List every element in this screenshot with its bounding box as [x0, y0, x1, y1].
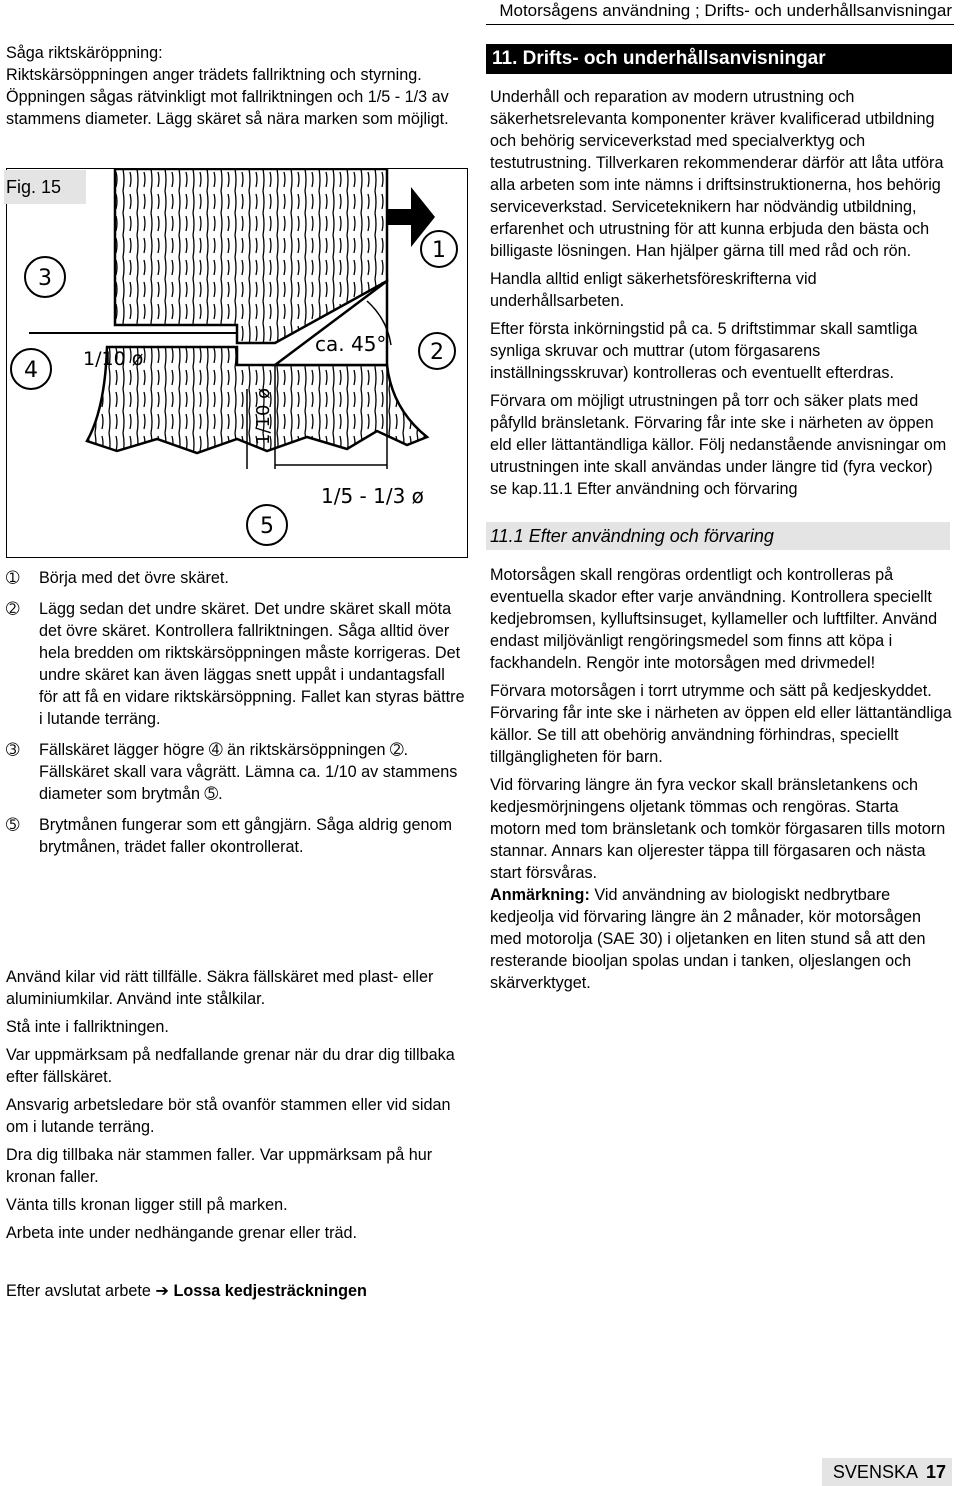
callout-1	[421, 231, 457, 267]
body-paragraph: Motorsågen skall rengöras ordentligt och kontrolleras på eventuella skador efter varje användning. Kontrollera speciellt kedjebromsen, kylluftsinsuget, kyllameller och luftfilter. Använd endast miljövänligt rengöringsmedel som finns att köpa i fackhandeln. Rengör inte motorsågen med drivmedel!	[490, 566, 938, 672]
note-emphasis: Lossa kedjesträckningen	[173, 1282, 367, 1300]
rule-paragraph: Vänta tills kronan ligger still på marken.	[6, 1196, 288, 1214]
body-paragraph: Vid förvaring längre än fyra veckor skall bränsletankens och kedjesmörjningens oljetank tömmas och rengöras. Starta motorn med tom bränsletank och tomkör förgasaren tills motorn stannar. Annars kan oljerester täppa till förgasaren och nästa start försvåras.	[490, 776, 946, 882]
running-header: Motorsågens användning ; Drifts- och underhållsanvisningar	[499, 1, 952, 20]
tenth-vertical-label: 1/10 ø	[253, 387, 274, 445]
svg-text:5: 5	[260, 514, 274, 539]
step-item	[6, 814, 468, 858]
arrow-icon: ➔	[155, 1281, 169, 1300]
rule-paragraph: Använd kilar vid rätt tillfälle. Säkra fällskäret med plast- eller aluminiumkilar. Använd inte stålkilar.	[6, 968, 434, 1008]
chapter-heading: 11. Drifts- och underhållsanvisningar	[486, 44, 952, 74]
svg-text:2: 2	[430, 340, 444, 365]
note-label: Anmärkning:	[490, 886, 590, 904]
body-paragraph: Underhåll och reparation av modern utrustning och säkerhetsrelevanta komponenter kräver kvalificerad utbildning och behörig serviceverkstad med specialverktyg och testutrustning. Tillverkaren rekommenderar därför att låta utföra alla arbeten som inte nämns i driftsinstruktionerna, hos behörig serviceverkstad. Serviceteknikern har nödvändig utbildning, erfarenhet och utrustning för att kunna erbjuda den bästa och billigaste lösningen. Han hjälper gärna till med råd och rön.	[490, 88, 944, 260]
fraction-label: 1/5 - 1/3 ø	[321, 484, 424, 508]
svg-text:3: 3	[38, 266, 52, 291]
body-paragraph: Handla alltid enligt säkerhetsföreskrifterna vid underhållsarbeten.	[490, 270, 817, 310]
page-footer	[822, 1458, 952, 1486]
callout-2	[419, 333, 455, 369]
body-paragraph: Förvara om möjligt utrustningen på torr och säker plats med påfylld bränsletank. Förvaring får inte ske i närheten av öppen eld eller lättantändliga källor. Följ nedanstående anvisningar om utrustningen inte skall användas under längre tid (fyra veckor) se kap.11.1 Efter användning och förvaring	[490, 392, 947, 498]
callout-3	[25, 257, 65, 297]
step-number: ➁	[6, 599, 20, 618]
rule-paragraph: Var uppmärksam på nedfallande grenar när du drar dig tillbaka efter fällskäret.	[6, 1046, 455, 1086]
rule-paragraph: Arbeta inte under nedhängande grenar eller träd.	[6, 1224, 357, 1242]
step-number: ➄	[6, 815, 20, 834]
step-number: ➀	[6, 568, 20, 587]
step-item	[6, 739, 468, 805]
note-text: Vid användning av biologiskt nedbrytbare kedjeolja vid förvaring längre än 2 månader, kör motorsågen med motorolja (SAE 30) i oljetanken en liten stund så att den resterande biooljan spolas undan i tanken, oljeslangen och skärverktyget.	[490, 886, 926, 992]
angle-label: ca. 45°	[315, 332, 387, 356]
tenth-horizontal-label: 1/10 ø	[83, 348, 144, 370]
step-item	[6, 567, 468, 589]
step-item	[6, 598, 468, 730]
right-column	[490, 44, 952, 1000]
step-number: ➂	[6, 740, 20, 759]
svg-text:1: 1	[432, 238, 446, 263]
felling-cut-figure	[6, 168, 468, 558]
rule-paragraph: Stå inte i fallriktningen.	[6, 1018, 169, 1036]
step-text: Lägg sedan det undre skäret. Det undre skäret skall möta det övre skäret. Kontrollera fallriktningen. Såga alltid över hela bredden om riktskärsöppningen måste korrigeras. Det undre skäret kan även läggas snett uppåt i undantagsfall för att få en vidare riktskärsöppning. Fallet kan styras bättre i lutande terräng.	[39, 600, 465, 728]
language-label: SVENSKA	[832, 1462, 918, 1482]
safety-rules	[6, 966, 468, 1250]
figure-label: Fig. 15	[4, 170, 86, 204]
note-prefix: Efter avslutat arbete	[6, 1282, 156, 1300]
rule-paragraph: Ansvarig arbetsledare bör stå ovanför stammen eller vid sidan om i lutande terräng.	[6, 1096, 451, 1136]
callout-4	[11, 349, 51, 389]
tree-cut-diagram	[7, 169, 467, 557]
subsection-heading: 11.1 Efter användning och förvaring	[486, 522, 950, 550]
svg-text:4: 4	[24, 358, 38, 383]
step-list	[6, 567, 468, 867]
body-paragraph: Förvara motorsågen i torrt utrymme och sätt på kedjeskyddet. Förvaring får inte ske i närheten av öppen eld eller lättantändliga källor. Se till att obehörig användning förhindras, speciellt tillgängligheten för barn.	[490, 682, 952, 766]
step-text: Fällskäret lägger högre ➃ än riktskärsöppningen ➁. Fällskäret skall vara vågrätt. Lämna ca. 1/10 av stammens diameter som brytmån ➄.	[39, 741, 458, 803]
rule-paragraph: Dra dig tillbaka när stammen faller. Var uppmärksam på hur kronan faller.	[6, 1146, 433, 1186]
intro-paragraph: Riktskärsöppningen anger trädets fallriktning och styrning. Öppningen sågas rätvinkligt mot fallriktningen och 1/5 - 1/3 av stammens diameter. Lägg skäret så nära marken som möjligt.	[6, 66, 449, 128]
header-rule	[486, 24, 954, 25]
left-column	[6, 42, 468, 130]
body-paragraph: Efter första inkörningstid på ca. 5 driftstimmar skall samtliga synliga skruvar och muttrar (utom förgasarens inställningsskruvar) kontrolleras och eventuellt efterdras.	[490, 320, 918, 382]
page-number: 17	[925, 1462, 946, 1482]
callout-5	[247, 505, 287, 545]
step-text: Börja med det övre skäret.	[39, 569, 229, 587]
after-work-note	[6, 1280, 367, 1302]
section-heading: Såga riktskäröppning:	[6, 44, 163, 62]
step-text: Brytmånen fungerar som ett gångjärn. Såga aldrig genom brytmånen, trädet faller okontrollerat.	[39, 816, 453, 856]
note-paragraph	[490, 884, 952, 994]
